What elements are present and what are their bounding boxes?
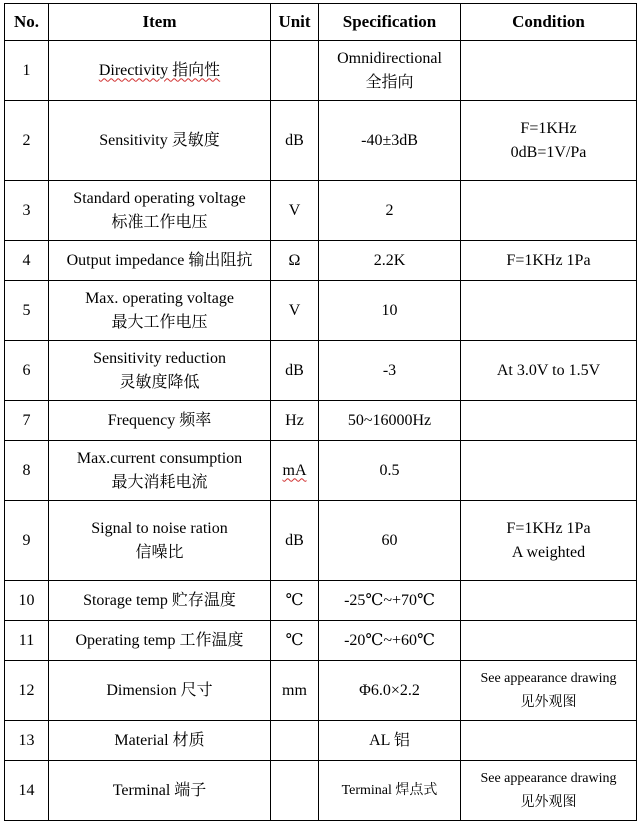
cell-specification-line: 0.5 xyxy=(379,461,400,479)
cell-unit: V xyxy=(271,281,319,341)
cell-condition-line: F=1KHz 1Pa xyxy=(506,251,591,269)
table-body xyxy=(5,41,637,821)
cell-condition xyxy=(461,621,637,661)
cell-no: 1 xyxy=(5,41,49,101)
spec-table xyxy=(4,3,637,821)
cell-no: 9 xyxy=(5,501,49,581)
cell-item-line: Sensitivity reduction xyxy=(93,349,226,367)
table-row xyxy=(5,181,637,241)
cell-specification-line: Omnidirectional xyxy=(337,49,442,67)
cell-item xyxy=(49,41,271,101)
cell-specification-line: -20℃~+60℃ xyxy=(344,631,435,649)
table-row xyxy=(5,761,637,821)
table-row xyxy=(5,581,637,621)
cell-no: 5 xyxy=(5,281,49,341)
cell-unit: dB xyxy=(271,501,319,581)
cell-specification-line: 2 xyxy=(385,201,394,219)
cell-no: 13 xyxy=(5,721,49,761)
cell-condition xyxy=(461,721,637,761)
table-row xyxy=(5,721,637,761)
cell-condition xyxy=(461,181,637,241)
cell-no: 3 xyxy=(5,181,49,241)
cell-specification xyxy=(319,441,461,501)
cell-specification-line: 全指向 xyxy=(365,73,414,91)
cell-specification-line: Terminal 焊点式 xyxy=(341,782,438,798)
table-row xyxy=(5,401,637,441)
cell-item-line: Material 材质 xyxy=(114,731,205,749)
cell-item xyxy=(49,501,271,581)
cell-condition xyxy=(461,581,637,621)
cell-specification xyxy=(319,241,461,281)
cell-specification-line: 50~16000Hz xyxy=(347,411,432,429)
cell-item-line: 最大消耗电流 xyxy=(111,473,208,491)
cell-item xyxy=(49,761,271,821)
cell-specification xyxy=(319,621,461,661)
cell-item-line: 信噪比 xyxy=(135,543,184,561)
cell-specification-line: -25℃~+70℃ xyxy=(344,591,435,609)
cell-item xyxy=(49,441,271,501)
cell-specification-line: 10 xyxy=(381,301,398,319)
cell-item-line: Standard operating voltage xyxy=(73,189,246,207)
cell-condition xyxy=(461,241,637,281)
cell-condition xyxy=(461,401,637,441)
cell-specification xyxy=(319,181,461,241)
cell-item-line: Storage temp 贮存温度 xyxy=(83,591,236,609)
cell-item-line: 标准工作电压 xyxy=(111,213,208,231)
cell-specification-line: -40±3dB xyxy=(361,131,418,149)
cell-unit: V xyxy=(271,181,319,241)
cell-item xyxy=(49,181,271,241)
header-unit: Unit xyxy=(271,4,319,41)
cell-specification xyxy=(319,581,461,621)
cell-item xyxy=(49,661,271,721)
cell-unit: ℃ xyxy=(271,621,319,661)
cell-item xyxy=(49,401,271,441)
table-row xyxy=(5,41,637,101)
cell-item xyxy=(49,241,271,281)
cell-item xyxy=(49,721,271,761)
cell-condition xyxy=(461,281,637,341)
table-row xyxy=(5,441,637,501)
cell-unit: dB xyxy=(271,341,319,401)
header-specification: Specification xyxy=(319,4,461,41)
cell-unit xyxy=(271,41,319,101)
cell-unit xyxy=(271,721,319,761)
cell-item-line: Max. operating voltage xyxy=(85,289,234,307)
cell-specification xyxy=(319,721,461,761)
cell-specification-line: Φ6.0×2.2 xyxy=(359,681,420,699)
table-row xyxy=(5,281,637,341)
cell-item-line: Output impedance 输出阻抗 xyxy=(66,251,253,269)
cell-item-line: Frequency 频率 xyxy=(107,411,212,429)
cell-condition xyxy=(461,761,637,821)
cell-item-line: Operating temp 工作温度 xyxy=(75,631,244,649)
cell-condition-line: At 3.0V to 1.5V xyxy=(496,361,601,379)
cell-no: 11 xyxy=(5,621,49,661)
cell-unit: ℃ xyxy=(271,581,319,621)
cell-item xyxy=(49,101,271,181)
cell-item-line: Sensitivity 灵敏度 xyxy=(99,131,220,149)
cell-specification-line: 60 xyxy=(381,531,398,549)
cell-specification xyxy=(319,41,461,101)
cell-no: 2 xyxy=(5,101,49,181)
cell-item xyxy=(49,621,271,661)
cell-item xyxy=(49,281,271,341)
cell-condition-line: 见外观图 xyxy=(520,694,577,710)
cell-no: 6 xyxy=(5,341,49,401)
cell-condition-line: See appearance drawing xyxy=(480,770,617,786)
cell-condition xyxy=(461,341,637,401)
cell-item-line: Directivity 指向性 xyxy=(98,61,221,79)
cell-no: 14 xyxy=(5,761,49,821)
cell-specification xyxy=(319,101,461,181)
cell-unit: Hz xyxy=(271,401,319,441)
cell-item-line: 灵敏度降低 xyxy=(119,373,200,391)
cell-no: 8 xyxy=(5,441,49,501)
cell-item-line: Signal to noise ration xyxy=(91,519,228,537)
cell-condition-line: F=1KHz xyxy=(520,119,577,137)
cell-condition xyxy=(461,661,637,721)
cell-specification xyxy=(319,281,461,341)
cell-specification xyxy=(319,661,461,721)
table-row xyxy=(5,621,637,661)
cell-condition-line: See appearance drawing xyxy=(480,670,617,686)
cell-specification xyxy=(319,401,461,441)
header-item: Item xyxy=(49,4,271,41)
cell-unit xyxy=(271,761,319,821)
cell-specification-line: -3 xyxy=(382,361,397,379)
cell-condition-line: A weighted xyxy=(511,543,586,561)
cell-item-line: Dimension 尺寸 xyxy=(106,681,213,699)
cell-condition xyxy=(461,101,637,181)
cell-condition xyxy=(461,41,637,101)
table-row xyxy=(5,501,637,581)
cell-unit: mm xyxy=(271,661,319,721)
cell-condition xyxy=(461,441,637,501)
cell-condition-line: F=1KHz 1Pa xyxy=(506,519,591,537)
cell-specification xyxy=(319,341,461,401)
cell-item-line: Terminal 端子 xyxy=(112,781,207,799)
cell-specification xyxy=(319,501,461,581)
cell-condition xyxy=(461,501,637,581)
cell-condition-line: 0dB=1V/Pa xyxy=(510,143,587,161)
cell-unit: dB xyxy=(271,101,319,181)
cell-unit: Ω xyxy=(271,241,319,281)
cell-item-line: 最大工作电压 xyxy=(111,313,208,331)
cell-condition-line: 见外观图 xyxy=(520,794,577,810)
header-no: No. xyxy=(5,4,49,41)
cell-item xyxy=(49,581,271,621)
header-row xyxy=(5,4,637,41)
cell-no: 7 xyxy=(5,401,49,441)
cell-item xyxy=(49,341,271,401)
header-condition: Condition xyxy=(461,4,637,41)
cell-no: 12 xyxy=(5,661,49,721)
cell-no: 10 xyxy=(5,581,49,621)
cell-no: 4 xyxy=(5,241,49,281)
table-row xyxy=(5,341,637,401)
table-row xyxy=(5,661,637,721)
cell-specification-line: 2.2K xyxy=(373,251,406,269)
cell-unit: mA xyxy=(271,441,319,501)
table-row xyxy=(5,101,637,181)
cell-item-line: Max.current consumption xyxy=(76,449,243,467)
cell-specification-line: AL 铝 xyxy=(369,731,410,749)
table-row xyxy=(5,241,637,281)
cell-specification xyxy=(319,761,461,821)
